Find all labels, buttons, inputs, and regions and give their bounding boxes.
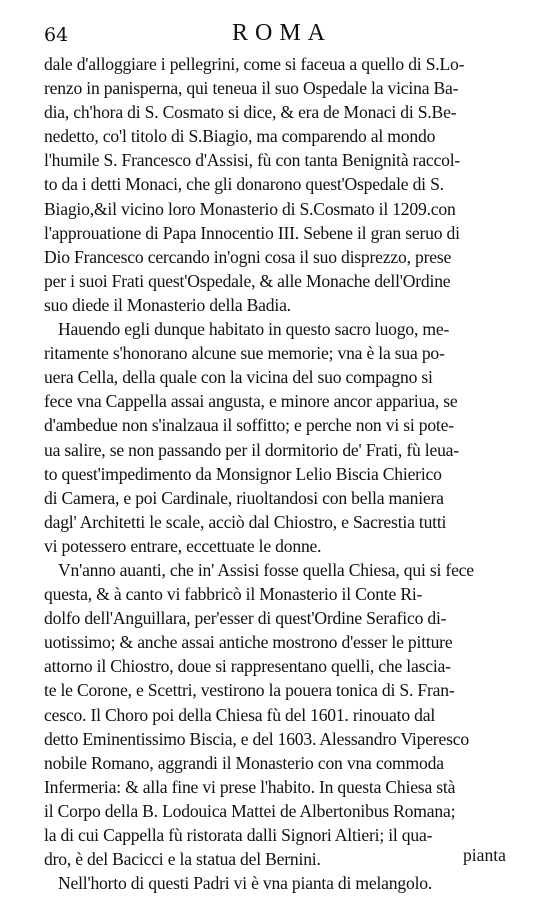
text-line: uera Cella, della quale con la vicina del suo compagno si [44, 367, 433, 388]
text-line: dolfo dell'Anguillara, per'esser di quest'Ordine Serafico di- [44, 608, 447, 629]
page-header [44, 20, 520, 50]
text-line: ua salire, se non passando per il dormitorio de' Frati, fù leua- [44, 439, 459, 460]
text-line: cesco. Il Choro poi della Chiesa fù del 1601. rinouato dal [44, 704, 436, 725]
text-line: l'humile S. Francesco d'Assisi, fù con tanta Benignità raccol- [44, 150, 461, 171]
body-text [44, 52, 522, 895]
text-line: Infermeria: & alla fine vi prese l'habito. In questa Chiesa stà [44, 776, 456, 797]
text-line: nobile Romano, aggrandi il Monasterio con vna commoda [44, 752, 444, 773]
running-title: ROMA [231, 20, 332, 46]
text-line: dagl' Architetti le scale, acciò dal Chiostro, e Sacrestia tutti [44, 511, 447, 532]
page-number: 64 [44, 24, 69, 46]
text-line: di Camera, e poi Cardinale, riuoltandosi con bella maniera [44, 487, 444, 508]
text-line: to quest'impedimento da Monsignor Lelio Biscia Chierico [44, 463, 442, 484]
text-line: il Corpo della B. Lodouica Mattei de Albertonibus Romana; [44, 800, 456, 821]
text-line: dale d'alloggiare i pellegrini, come si faceua a quello di S.Lo- [44, 54, 465, 74]
text-line: ritamente s'honorano alcune sue memorie; vna è la sua po- [44, 343, 445, 364]
text-line: nedetto, co'l titolo di S.Biagio, ma comparendo al mondo [44, 126, 436, 147]
text-line: uotissimo; & anche assai antiche mostrono d'esser le pitture [44, 632, 453, 653]
paragraph-start-line: Nell'horto di questi Padri vi è vna pianta di melangolo. [58, 873, 433, 894]
text-line: to da i detti Monaci, che gli donarono quest'Ospedale di S. [44, 174, 444, 195]
text-line: renzo in panisperna, qui teneua il suo Ospedale la vicina Ba- [44, 78, 459, 99]
text-line: la di cui Cappella fù ristorata dalli Signori Altieri; il qua- [44, 825, 433, 845]
text-line: detto Eminentissimo Biscia, e del 1603. Alessandro Viperesco [44, 728, 469, 749]
text-line: Dio Francesco cercando in'ogni cosa il suo disprezzo, prese [44, 246, 452, 267]
text-line: per i suoi Frati quest'Ospedale, & alle Monache dell'Ordine [44, 270, 451, 291]
catchword: pianta [463, 845, 506, 865]
text-line: fece vna Cappella assai angusta, e minore ancor appariua, se [44, 391, 458, 412]
text-line: dia, ch'hora di S. Cosmato si dice, & era de Monaci di S.Be- [44, 102, 457, 123]
text-line: suo diede il Monasterio della Badia. [44, 294, 291, 315]
text-line: d'ambedue non s'inalzaua il soffitto; e perche non vi si pote- [44, 415, 454, 436]
text-line: attorno il Chiostro, doue si rappresentano quelli, che lascia- [44, 656, 451, 677]
text-line: l'approuatione di Papa Innocentio III. Sebene il gran seruo di [44, 222, 460, 243]
text-line: te le Corone, e Scettri, vestirono la pouera tonica di S. Fran- [44, 680, 455, 701]
text-line: questa, & à canto vi fabbricò il Monasterio il Conte Ri- [44, 584, 423, 605]
text-line: vi potessero entrare, eccettuate le donne. [44, 535, 322, 556]
paragraph-start-line: Vn'anno auanti, che in' Assisi fosse quella Chiesa, qui si fece [58, 559, 474, 580]
paragraph-start-line: Hauendo egli dunque habitato in questo sacro luogo, me- [58, 319, 450, 340]
text-line: dro, è del Bacicci e la statua del Bernini. [44, 849, 321, 870]
text-line: Biagio,&il vicino loro Monasterio di S.Cosmato il 1209.con [44, 198, 456, 219]
